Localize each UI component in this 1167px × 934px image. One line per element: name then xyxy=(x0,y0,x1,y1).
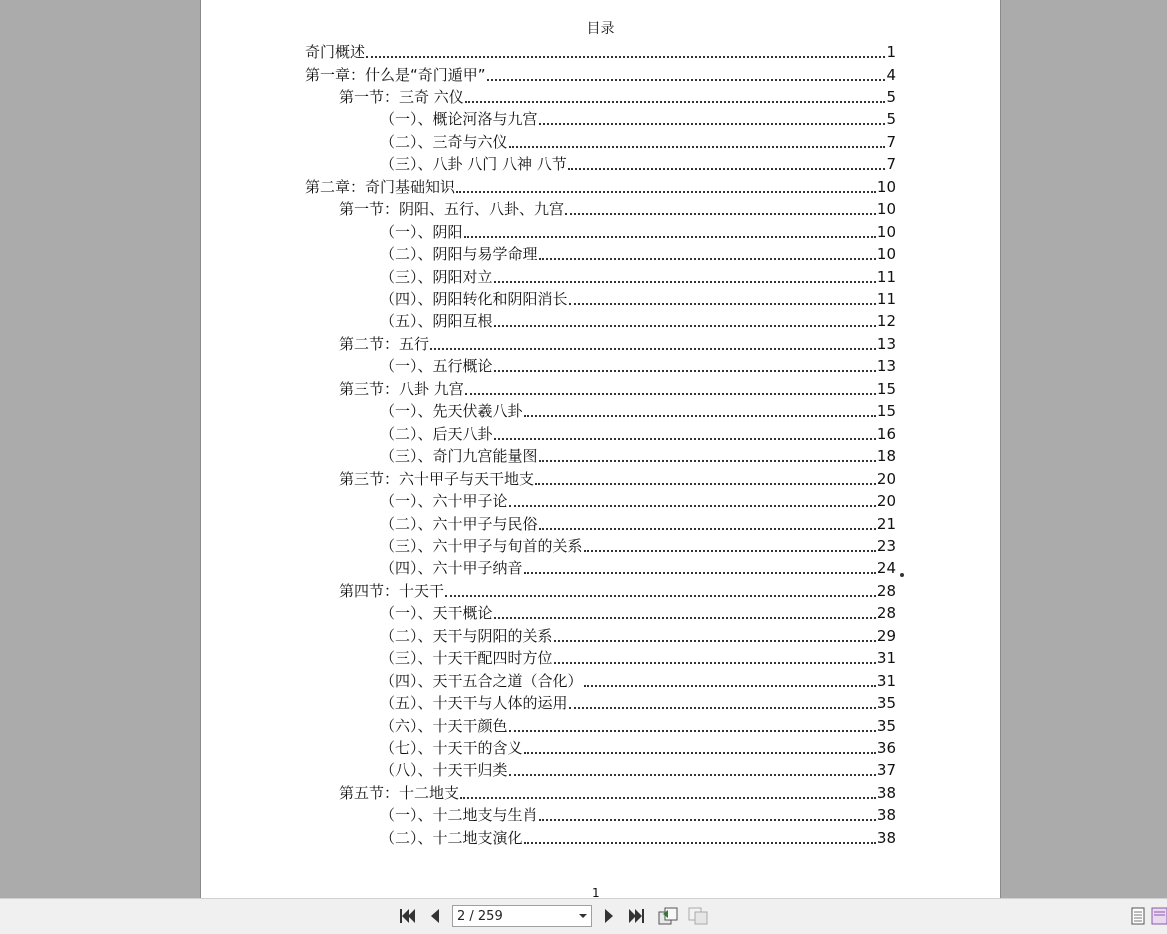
toc-entry-page-number: 5 xyxy=(886,110,896,129)
toc-entry[interactable] xyxy=(380,446,896,466)
toc-entry-page-number: 31 xyxy=(876,671,896,690)
toc-dot-leader xyxy=(465,101,886,103)
toc-entry-page-number: 20 xyxy=(876,469,896,488)
toc-dot-leader xyxy=(465,393,876,395)
toc-entry-page-number: 10 xyxy=(876,177,896,196)
toc-entry-text: 第三节：六十甲子与天干地支 xyxy=(339,469,535,488)
toc-entry-text: 第五节：十二地支 xyxy=(339,783,460,802)
toc-entry-page-number: 7 xyxy=(886,132,896,151)
toc-dot-leader xyxy=(494,325,876,327)
toc-dot-leader xyxy=(494,617,876,619)
toc-entry[interactable] xyxy=(339,581,896,601)
toc-dot-leader xyxy=(445,595,876,597)
toc-entry-text: 第一章：什么是“奇门遁甲” xyxy=(305,65,486,84)
toc-entry-page-number: 35 xyxy=(876,694,896,712)
toc-entry-page-number: 38 xyxy=(876,828,896,847)
toc-dot-leader xyxy=(539,819,876,821)
toc-entry[interactable] xyxy=(380,244,896,264)
toc-entry-text: （四）、六十甲子纳音 xyxy=(380,559,523,578)
toc-entry-page-number: 10 xyxy=(876,200,896,219)
toc-entry-text: （二）、六十甲子与民俗 xyxy=(380,514,538,533)
toc-entry-page-number: 29 xyxy=(876,626,896,645)
toc-entry-text: （三）、奇门九宫能量图 xyxy=(380,447,538,466)
page-footer-number: 1 xyxy=(592,886,600,898)
last-page-icon xyxy=(627,907,647,925)
first-page-icon xyxy=(397,907,417,925)
toc-entry-text: （五）、阴阳互根 xyxy=(380,312,493,331)
toc-entry[interactable] xyxy=(380,514,896,534)
go-forward-button[interactable] xyxy=(686,905,710,927)
toc-entry-page-number: 23 xyxy=(876,536,896,555)
toc-dot-leader xyxy=(456,191,876,193)
previous-page-button[interactable] xyxy=(423,905,447,927)
toc-title: 目录 xyxy=(586,21,615,37)
toc-entry[interactable] xyxy=(380,491,896,511)
toc-entry[interactable] xyxy=(339,87,896,107)
next-page-button[interactable] xyxy=(597,905,621,927)
toc-entry[interactable] xyxy=(305,65,896,85)
toc-entry-text: 第一节：阴阳、五行、八卦、九宫 xyxy=(339,200,565,219)
toc-entry-page-number: 15 xyxy=(876,402,896,421)
toc-entry-text: （一）、五行概论 xyxy=(380,357,493,376)
toc-dot-leader xyxy=(524,572,876,574)
toc-dot-leader xyxy=(509,505,876,507)
toc-entry-page-number: 37 xyxy=(876,761,896,780)
toc-dot-leader xyxy=(494,438,876,440)
single-page-view-button[interactable] xyxy=(1126,905,1150,927)
toc-entry[interactable] xyxy=(380,424,896,444)
toc-entry[interactable] xyxy=(380,626,896,646)
toc-entry-page-number: 16 xyxy=(876,424,896,443)
toc-dot-leader xyxy=(568,168,886,170)
toc-dot-leader xyxy=(539,123,886,125)
toc-entry-page-number: 1 xyxy=(886,43,896,61)
toc-entry[interactable] xyxy=(380,603,896,623)
toc-dot-leader xyxy=(464,236,876,238)
toc-entry-page-number: 20 xyxy=(876,492,896,510)
toc-entry[interactable] xyxy=(339,379,896,399)
toc-entry-page-number: 11 xyxy=(876,267,896,286)
toc-entry-page-number: 24 xyxy=(876,559,896,578)
toc-entry[interactable] xyxy=(339,199,896,219)
toc-entry-text: （三）、阴阳对立 xyxy=(380,267,493,286)
toc-dot-leader xyxy=(494,281,876,283)
toc-dot-leader xyxy=(569,707,876,709)
toc-entry-page-number: 28 xyxy=(876,581,896,600)
go-back-button[interactable] xyxy=(656,905,680,927)
toc-dot-leader xyxy=(366,56,885,58)
toc-entry-page-number: 10 xyxy=(876,222,896,241)
toc-entry[interactable] xyxy=(380,760,896,780)
toc-entry-text: 第三节：八卦 九宫 xyxy=(339,379,464,398)
toc-dot-leader xyxy=(509,730,876,732)
toc-entry[interactable] xyxy=(380,401,896,421)
previous-page-icon xyxy=(427,907,443,925)
toc-entry-page-number: 28 xyxy=(876,604,896,623)
single-page-view-icon xyxy=(1130,906,1146,926)
toc-entry-page-number: 4 xyxy=(886,65,896,84)
toc-entry-text: （三）、十天干配四时方位 xyxy=(380,649,553,668)
document-page xyxy=(200,0,1001,898)
next-page-icon xyxy=(601,907,617,925)
page-number-value: 2 / 259 xyxy=(457,908,503,924)
toc-dot-leader xyxy=(430,348,876,350)
toc-entry[interactable] xyxy=(339,334,896,354)
toc-entry[interactable] xyxy=(380,738,896,758)
toc-entry-text: （一）、概论河洛与九宫 xyxy=(380,110,538,129)
toc-entry[interactable] xyxy=(380,648,896,668)
toc-entry-page-number: 18 xyxy=(876,447,896,466)
first-page-button[interactable] xyxy=(395,905,419,927)
toc-dot-leader xyxy=(554,640,876,642)
toc-dot-leader xyxy=(509,774,876,776)
navigation-toolbar xyxy=(0,898,1167,934)
toc-entry-page-number: 38 xyxy=(876,783,896,802)
toc-dot-leader xyxy=(524,842,876,844)
toc-entry-text: （一）、先天伏羲八卦 xyxy=(380,402,523,421)
toc-dot-leader xyxy=(524,752,876,754)
toc-entry[interactable] xyxy=(380,222,896,242)
toc-dot-leader xyxy=(554,662,876,664)
toc-entry[interactable] xyxy=(339,783,896,803)
toc-entry[interactable] xyxy=(380,716,896,736)
toc-entry-page-number: 10 xyxy=(876,245,896,263)
toc-entry[interactable] xyxy=(305,177,896,197)
toc-entry-page-number: 5 xyxy=(886,87,896,106)
toc-entry-text: （四）、天干五合之道（合化） xyxy=(380,671,583,690)
toc-entry[interactable] xyxy=(305,42,896,62)
toc-entry[interactable] xyxy=(380,805,896,825)
toc-entry-page-number: 31 xyxy=(876,649,896,668)
toc-entry-text: （二）、天干与阴阳的关系 xyxy=(380,626,553,645)
toc-entry[interactable] xyxy=(380,311,896,331)
toc-entry-text: （一）、十二地支与生肖 xyxy=(380,806,538,825)
toc-dot-leader xyxy=(539,258,876,260)
toc-dot-leader xyxy=(565,213,876,215)
toc-entry[interactable] xyxy=(380,109,896,129)
toc-entry[interactable] xyxy=(339,469,896,489)
toc-entry[interactable] xyxy=(380,289,896,309)
toc-dot-leader xyxy=(460,797,876,799)
toc-dot-leader xyxy=(539,528,876,530)
toc-entry-text: （六）、十天干颜色 xyxy=(380,716,508,735)
toc-entry-text: 第四节：十天干 xyxy=(339,581,445,600)
toc-dot-leader xyxy=(584,685,876,687)
toc-entry-text: （八）、十天干归类 xyxy=(380,761,508,780)
stray-dot-mark xyxy=(900,573,904,577)
toc-entry-page-number: 21 xyxy=(876,514,896,533)
toc-entry-text: （二）、后天八卦 xyxy=(380,424,493,443)
toc-entry-text: （五）、十天干与人体的运用 xyxy=(380,694,568,712)
toc-entry[interactable] xyxy=(380,558,896,578)
toc-dot-leader xyxy=(509,146,886,148)
go-forward-icon xyxy=(687,906,709,926)
toc-entry-page-number: 12 xyxy=(876,312,896,331)
toc-entry-text: （一）、天干概论 xyxy=(380,604,493,623)
toc-entry-text: （一）、阴阳 xyxy=(380,222,463,241)
toc-entry[interactable] xyxy=(380,267,896,287)
go-back-icon xyxy=(657,906,679,926)
toc-entry-text: （二）、阴阳与易学命理 xyxy=(380,245,538,263)
toc-entry-text: 第二章：奇门基础知识 xyxy=(305,177,456,196)
toc-dot-leader xyxy=(584,550,876,552)
toc-entry-text: 第二节：五行 xyxy=(339,334,430,353)
toc-dot-leader xyxy=(524,415,876,417)
toc-dot-leader xyxy=(539,460,876,462)
toc-entry[interactable] xyxy=(380,671,896,691)
facing-pages-view-icon xyxy=(1150,906,1167,926)
toc-entry[interactable] xyxy=(380,356,896,376)
toc-entry-page-number: 35 xyxy=(876,716,896,735)
toc-entry-text: 奇门概述 xyxy=(305,43,366,61)
toc-entry[interactable] xyxy=(380,132,896,152)
facing-pages-view-button[interactable] xyxy=(1150,905,1167,927)
toc-entry[interactable] xyxy=(380,154,896,174)
toc-entry-text: （一）、六十甲子论 xyxy=(380,492,508,510)
toc-entry[interactable] xyxy=(380,693,896,713)
toc-dot-leader xyxy=(569,303,876,305)
toc-dot-leader xyxy=(487,79,886,81)
toc-entry-text: （三）、六十甲子与旬首的关系 xyxy=(380,536,583,555)
toc-entry-page-number: 11 xyxy=(876,289,896,308)
page-number-select[interactable] xyxy=(452,905,592,927)
toc-dot-leader xyxy=(535,483,876,485)
toc-entry-page-number: 36 xyxy=(876,738,896,757)
toc-entry-page-number: 13 xyxy=(876,334,896,353)
last-page-button[interactable] xyxy=(625,905,649,927)
toc-entry-text: 第一节：三奇 六仪 xyxy=(339,87,464,106)
toc-entry-text: （二）、三奇与六仪 xyxy=(380,132,508,151)
toc-entry-page-number: 15 xyxy=(876,379,896,398)
toc-entry-page-number: 13 xyxy=(876,357,896,376)
toc-entry[interactable] xyxy=(380,828,896,848)
toc-entry[interactable] xyxy=(380,536,896,556)
dropdown-arrow-icon[interactable] xyxy=(575,913,591,919)
toc-dot-leader xyxy=(494,370,876,372)
toc-entry-page-number: 7 xyxy=(886,155,896,174)
toc-entry-text: （二）、十二地支演化 xyxy=(380,828,523,847)
toc-entry-page-number: 38 xyxy=(876,806,896,825)
toc-entry-text: （四）、阴阳转化和阴阳消长 xyxy=(380,289,568,308)
toc-entry-text: （三）、八卦 八门 八神 八节 xyxy=(380,155,567,174)
toc-entry-text: （七）、十天干的含义 xyxy=(380,738,523,757)
